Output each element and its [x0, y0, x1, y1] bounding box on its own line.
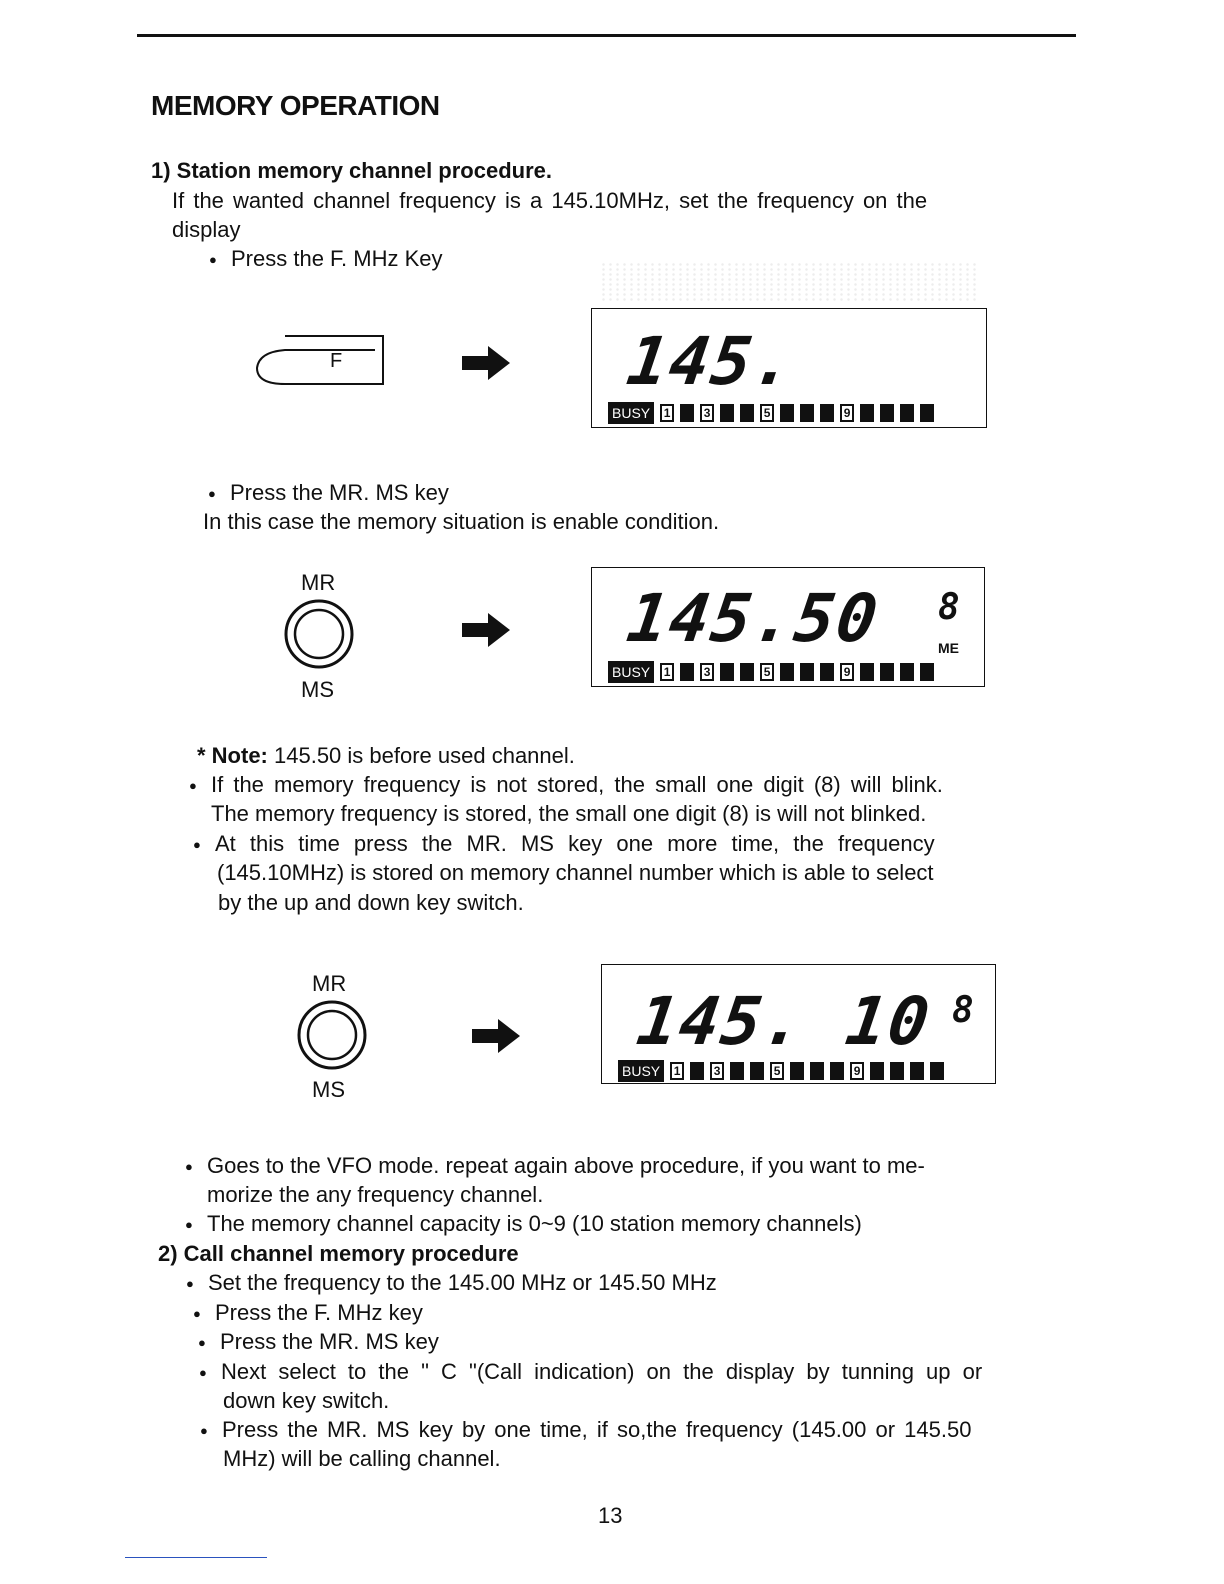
display1-status-bar — [608, 403, 934, 423]
knob1-ms-label: MS — [301, 677, 334, 702]
seg-9: 9 — [840, 404, 854, 422]
step-press-mr-ms-detail: In this case the memory situation is enable condition. — [203, 509, 720, 534]
s2-bullet-press-mr: ● Press the MR. MS key — [220, 1329, 439, 1355]
page-number: 13 — [598, 1503, 623, 1528]
seg-8 — [830, 1062, 844, 1080]
seg-9: 9 — [850, 1062, 864, 1080]
top-rule — [137, 34, 1076, 37]
seg-9: 9 — [840, 663, 854, 681]
mr-ms-knob-icon — [283, 598, 355, 670]
busy-indicator: BUSY — [618, 1060, 664, 1082]
seg-5a — [740, 663, 754, 681]
display3-channel-digit: 8 — [952, 990, 974, 1031]
seg-13 — [920, 404, 934, 422]
section2-heading: 2) Call channel memory procedure — [158, 1241, 519, 1266]
bullet-memory-not-stored: ● If the memory frequency is not stored, the small one digit (8) will blink. — [211, 772, 943, 798]
arrow-right-icon — [462, 613, 510, 647]
seg-11 — [880, 663, 894, 681]
note — [197, 743, 575, 769]
seg-3: 3 — [710, 1062, 724, 1080]
s2-bullet-select-call: ● Next select to the " C "(Call indication) on the display by tunning up or — [221, 1359, 982, 1385]
seg-2 — [690, 1062, 704, 1080]
mr-ms-knob-icon — [296, 999, 368, 1071]
display2-channel-digit: 8 — [938, 587, 960, 628]
s2-bullet-press-mr-once-line2: MHz) will be calling channel. — [223, 1446, 501, 1471]
seg-4 — [730, 1062, 744, 1080]
bullet-press-again: ● At this time press the MR. MS key one more time, the frequency — [215, 831, 935, 857]
seg-4 — [720, 663, 734, 681]
f-key-icon — [255, 332, 387, 386]
seg-10 — [870, 1062, 884, 1080]
f-key-label: F — [330, 350, 343, 372]
bottom-rule — [125, 1557, 267, 1558]
knob2-mr-label: MR — [312, 971, 347, 996]
seg-10 — [860, 404, 874, 422]
bullet-vfo-mode-line2: morize the any frequency channel. — [207, 1182, 544, 1207]
seg-7 — [810, 1062, 824, 1080]
seg-5: 5 — [760, 663, 774, 681]
seg-13 — [930, 1062, 944, 1080]
bullet-press-again-line2: (145.10MHz) is stored on memory channel number which is able to select — [217, 860, 934, 885]
seg-2 — [680, 663, 694, 681]
seg-7 — [800, 404, 814, 422]
display1-frequency: 145. — [622, 323, 801, 400]
section1-intro-line2: display — [172, 217, 241, 242]
s2-bullet-press-f: ● Press the F. MHz key — [215, 1300, 423, 1326]
bullet-vfo-mode: ● Goes to the VFO mode. repeat again above procedure, if you want to me- — [207, 1153, 925, 1179]
note-text: 145.50 is before used channel. — [267, 743, 575, 768]
seg-6 — [780, 404, 794, 422]
seg-5a — [740, 404, 754, 422]
seg-6 — [780, 663, 794, 681]
bullet-capacity: ● The memory channel capacity is 0~9 (10 station memory channels) — [207, 1211, 862, 1237]
lcd-display-1 — [591, 308, 987, 428]
arrow-right-icon — [472, 1019, 520, 1053]
seg-4 — [720, 404, 734, 422]
knob2-ms-label: MS — [312, 1077, 345, 1102]
display3-status-bar — [618, 1061, 944, 1081]
display2-status-bar — [608, 662, 934, 682]
step-press-f-mhz: ● Press the F. MHz Key — [231, 246, 443, 272]
bullet-memory-not-stored-line2: The memory frequency is stored, the small one digit (8) is will not blinked. — [211, 801, 927, 826]
section1-intro-line1: If the wanted channel frequency is a 145.10MHz, set the frequency on the — [172, 188, 928, 213]
display3-frequency: 145. 10 — [632, 983, 936, 1060]
s2-bullet-select-call-line2: down key switch. — [223, 1388, 390, 1413]
seg-8 — [820, 663, 834, 681]
seg-3: 3 — [700, 663, 714, 681]
seg-5a — [750, 1062, 764, 1080]
seg-12 — [910, 1062, 924, 1080]
seg-5: 5 — [770, 1062, 784, 1080]
page-title: MEMORY OPERATION — [151, 90, 440, 121]
note-label: * Note: — [197, 743, 268, 768]
s2-bullet-press-mr-once: ● Press the MR. MS key by one time, if so,the frequency (145.00 or 145.50 — [222, 1417, 971, 1443]
seg-1: 1 — [660, 663, 674, 681]
seg-13 — [920, 663, 934, 681]
seg-7 — [800, 663, 814, 681]
lcd-display-2 — [591, 567, 985, 687]
seg-10 — [860, 663, 874, 681]
section1-heading: 1) Station memory channel procedure. — [151, 158, 552, 183]
s2-bullet-set-frequency: ● Set the frequency to the 145.00 MHz or 145.50 MHz — [208, 1270, 717, 1296]
busy-indicator: BUSY — [608, 661, 654, 683]
arrow-right-icon — [462, 346, 510, 380]
seg-12 — [900, 663, 914, 681]
seg-11 — [890, 1062, 904, 1080]
display2-frequency: 145.50 — [622, 580, 884, 657]
display2-me-indicator: ME — [938, 640, 959, 656]
scan-noise — [600, 262, 980, 302]
seg-12 — [900, 404, 914, 422]
seg-1: 1 — [660, 404, 674, 422]
seg-6 — [790, 1062, 804, 1080]
bullet-press-again-line3: by the up and down key switch. — [218, 890, 524, 915]
step-press-mr-ms: ● Press the MR. MS key — [230, 480, 449, 506]
seg-8 — [820, 404, 834, 422]
busy-indicator: BUSY — [608, 402, 654, 424]
seg-2 — [680, 404, 694, 422]
seg-11 — [880, 404, 894, 422]
lcd-display-3 — [601, 964, 996, 1084]
seg-5: 5 — [760, 404, 774, 422]
knob1-mr-label: MR — [301, 570, 336, 595]
seg-3: 3 — [700, 404, 714, 422]
seg-1: 1 — [670, 1062, 684, 1080]
